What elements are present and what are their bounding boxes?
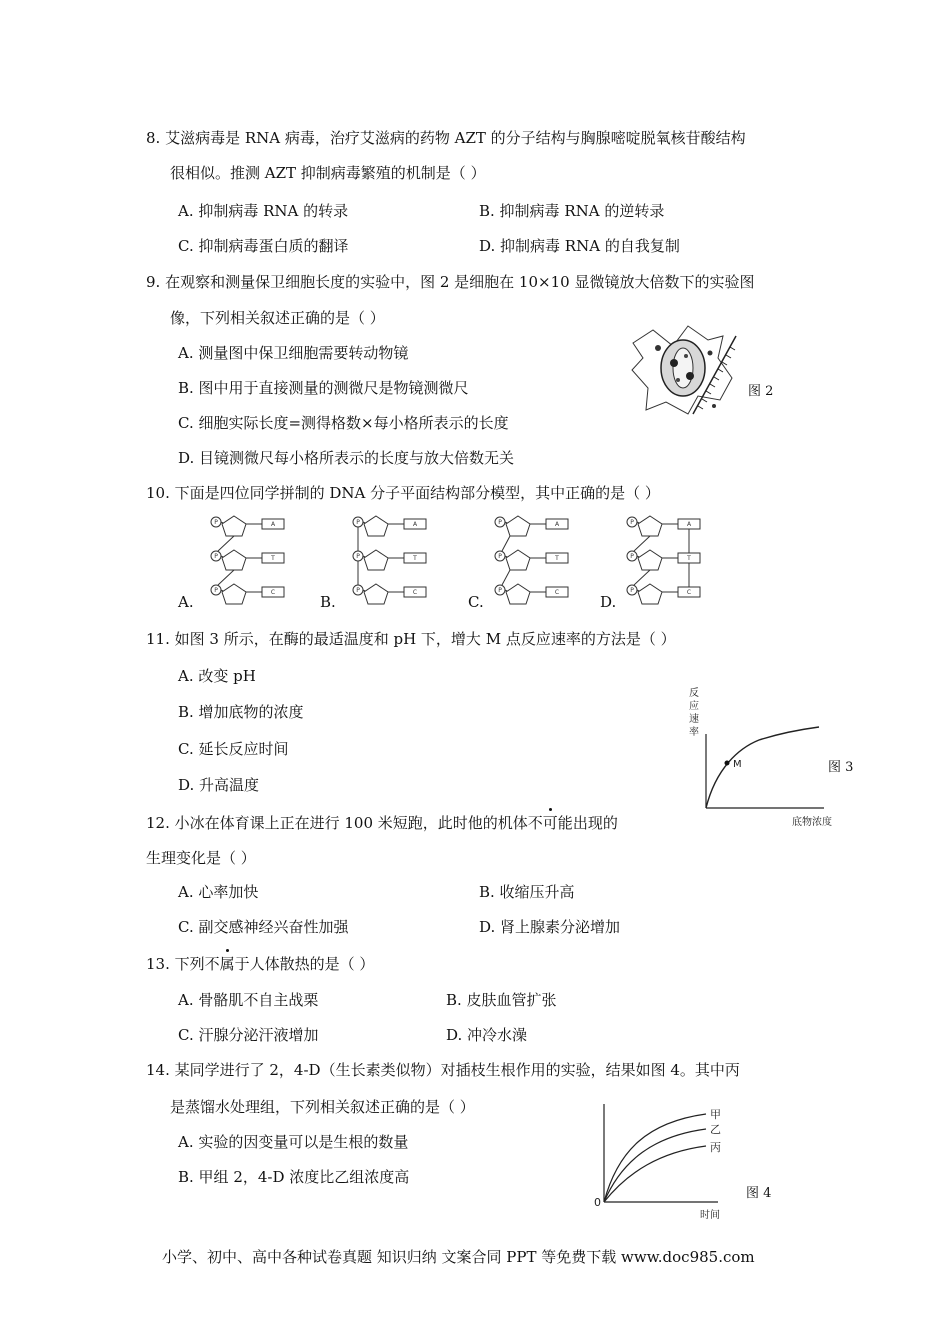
fig4-series-jia: 甲 bbox=[710, 1108, 721, 1121]
dna-a-base3: C bbox=[270, 589, 276, 596]
q8-stem-line1: 8. 艾滋病毒是 RNA 病毒，治疗艾滋病的药物 AZT 的分子结构与胸腺嘧啶脱氧核苷酸结构 bbox=[146, 129, 746, 147]
fig3-curve bbox=[706, 727, 819, 808]
fig4-series-bing: 丙 bbox=[710, 1141, 721, 1154]
q8-option-a: A. 抑制病毒 RNA 的转录 bbox=[178, 202, 349, 220]
q13-stem-post: 人体散热的是（ ） bbox=[249, 955, 375, 973]
q9-option-a: A. 测量图中保卫细胞需要转动物镜 bbox=[178, 344, 409, 362]
dna-b-p1: P bbox=[356, 519, 360, 526]
guard-cell-micrograph bbox=[628, 318, 738, 418]
q12-option-b: B. 收缩压升高 bbox=[479, 883, 575, 901]
fig4-origin: 0 bbox=[594, 1196, 601, 1209]
dna-a-p1: P bbox=[214, 519, 218, 526]
fig3-xlabel: 底物浓度 bbox=[792, 817, 832, 828]
fig3-ylabel-2: 应 bbox=[689, 701, 699, 712]
q11-option-d: D. 升高温度 bbox=[178, 776, 260, 794]
dna-d-p2: P bbox=[630, 553, 634, 560]
q9-option-b: B. 图中用于直接测量的测微尺是物镜测微尺 bbox=[178, 379, 469, 397]
q8-option-c: C. 抑制病毒蛋白质的翻译 bbox=[178, 237, 349, 255]
q13-stem-emphasis: 不属于 bbox=[204, 955, 250, 973]
dna-a-p2: P bbox=[214, 553, 218, 560]
page-footer: 小学、初中、高中各种试卷真题 知识归纳 文案合同 PPT 等免费下载 www.doc985.com bbox=[162, 1248, 755, 1266]
q13-option-b: B. 皮肤血管扩张 bbox=[446, 991, 557, 1009]
rooting-growth-chart bbox=[588, 1100, 738, 1224]
dna-c-p3: P bbox=[498, 587, 502, 594]
q13-option-a: A. 骨骼肌不自主战栗 bbox=[178, 991, 319, 1009]
dna-model-c bbox=[490, 512, 572, 608]
figure-4-label: 图 4 bbox=[746, 1186, 772, 1201]
dna-model-a bbox=[206, 512, 288, 608]
fig4-curve-bing bbox=[604, 1146, 706, 1202]
q12-stem-line1 bbox=[146, 812, 618, 833]
fig3-ylabel-3: 速 bbox=[689, 714, 699, 725]
q11-option-c: C. 延长反应时间 bbox=[178, 740, 289, 758]
q13-option-d: D. 冲冷水澡 bbox=[446, 1026, 528, 1044]
q14-stem-line2: 是蒸馏水处理组，下列相关叙述正确的是（ ） bbox=[170, 1098, 475, 1116]
fig4-xlabel: 时间 bbox=[700, 1210, 720, 1221]
q9-stem-line2: 像，下列相关叙述正确的是（ ） bbox=[170, 309, 385, 327]
dna-b-base3: C bbox=[412, 589, 418, 596]
fig3-point-m bbox=[725, 761, 730, 766]
dna-d-base2: T bbox=[687, 555, 691, 562]
dna-a-base2: T bbox=[271, 555, 275, 562]
dna-d-p1: P bbox=[630, 519, 634, 526]
fig3-ylabel-1: 反 bbox=[689, 688, 699, 699]
q12-stem-pre: 12. 小冰在体育课上正在进行 100 米短跑，此时他的机体 bbox=[146, 814, 528, 832]
fig4-series-yi: 乙 bbox=[710, 1123, 721, 1136]
q11-option-a: A. 改变 pH bbox=[178, 667, 256, 685]
q12-stem-post: 出现的 bbox=[572, 814, 618, 832]
q13-stem bbox=[146, 953, 374, 974]
q12-option-d: D. 肾上腺素分泌增加 bbox=[479, 918, 621, 936]
q12-stem-emphasis: 不可能 bbox=[527, 814, 573, 832]
dna-b-p2: P bbox=[356, 553, 360, 560]
q9-stem-line1: 9. 在观察和测量保卫细胞长度的实验中，图 2 是细胞在 10×10 显微镜放大倍数下的实验图 bbox=[146, 273, 755, 291]
dna-b-base1: A bbox=[412, 521, 418, 528]
q10-option-d: D. bbox=[600, 593, 617, 611]
q9-option-c: C. 细胞实际长度=测得格数×每小格所表示的长度 bbox=[178, 414, 509, 432]
dna-c-base3: C bbox=[554, 589, 560, 596]
dna-c-base1: A bbox=[554, 521, 560, 528]
q12-option-c: C. 副交感神经兴奋性加强 bbox=[178, 918, 349, 936]
fig4-curve-jia bbox=[604, 1114, 706, 1202]
q8-option-d: D. 抑制病毒 RNA 的自我复制 bbox=[479, 237, 680, 255]
q14-stem-line1: 14. 某同学进行了 2，4-D（生长素类似物）对插枝生根作用的实验，结果如图 4。其中丙 bbox=[146, 1061, 740, 1079]
dna-a-p3: P bbox=[214, 587, 218, 594]
dna-a-base1: A bbox=[270, 521, 276, 528]
q10-option-b: B. bbox=[320, 593, 336, 611]
dna-b-p3: P bbox=[356, 587, 360, 594]
q10-stem: 10. 下面是四位同学拼制的 DNA 分子平面结构部分模型，其中正确的是（ ） bbox=[146, 484, 660, 502]
q13-option-c: C. 汗腺分泌汗液增加 bbox=[178, 1026, 319, 1044]
q12-option-a: A. 心率加快 bbox=[178, 883, 259, 901]
q13-stem-pre: 13. 下列 bbox=[146, 955, 205, 973]
dna-c-p2: P bbox=[498, 553, 502, 560]
dna-d-base3: C bbox=[686, 589, 692, 596]
dna-c-p1: P bbox=[498, 519, 502, 526]
q11-stem: 11. 如图 3 所示，在酶的最适温度和 pH 下，增大 M 点反应速率的方法是（ ） bbox=[146, 630, 676, 648]
figure-3-label: 图 3 bbox=[828, 760, 854, 775]
figure-2-label: 图 2 bbox=[748, 384, 774, 399]
q10-option-a: A. bbox=[178, 593, 194, 611]
dna-c-base2: T bbox=[555, 555, 559, 562]
q9-option-d: D. 目镜测微尺每小格所表示的长度与放大倍数无关 bbox=[178, 449, 515, 467]
q12-stem-line2: 生理变化是（ ） bbox=[146, 849, 256, 867]
q11-option-b: B. 增加底物的浓度 bbox=[178, 703, 304, 721]
fig3-point-m-label: M bbox=[733, 759, 742, 770]
q8-option-b: B. 抑制病毒 RNA 的逆转录 bbox=[479, 202, 665, 220]
dna-d-p3: P bbox=[630, 587, 634, 594]
q14-option-b: B. 甲组 2，4-D 浓度比乙组浓度高 bbox=[178, 1168, 410, 1186]
q14-option-a: A. 实验的因变量可以是生根的数量 bbox=[178, 1133, 409, 1151]
fig3-ylabel-4: 率 bbox=[689, 727, 699, 738]
q10-option-c: C. bbox=[468, 593, 484, 611]
q8-stem-line2: 很相似。推测 AZT 抑制病毒繁殖的机制是（ ） bbox=[170, 164, 486, 182]
dna-d-base1: A bbox=[686, 521, 692, 528]
dna-model-b bbox=[348, 512, 430, 608]
dna-b-base2: T bbox=[413, 555, 417, 562]
dna-model-d bbox=[622, 512, 704, 608]
